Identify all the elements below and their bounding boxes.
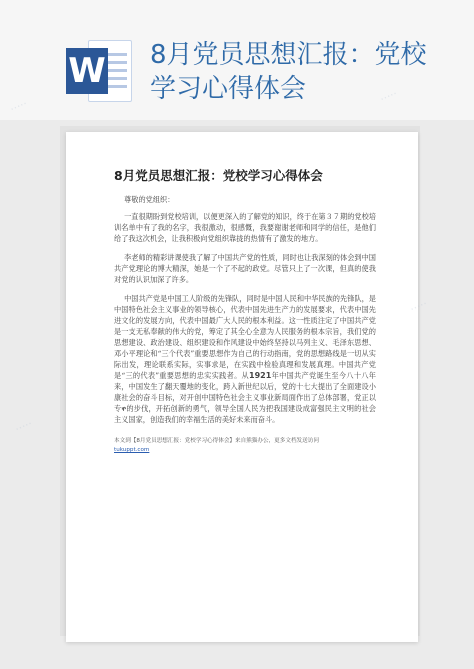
footnote-text: 本文到【8月党员思想汇报：党校学习心得体会】来自熊猫办公，更多文档发送访问 (114, 438, 319, 444)
document-page (66, 132, 418, 642)
word-logo-badge: W (66, 48, 108, 94)
word-document-icon (66, 40, 132, 102)
paragraph-1: 一直很期盼到党校培训，以便更深入的了解党的知识，终于在第３７期的党校培训名单中有了我的名字，我很激动，很感慨，我要谢谢老师和同学的信任，是他们给了我这次机会，让我积极向党组织靠拢的热情有了激发的地方。 (114, 212, 376, 243)
watermark: ····· (408, 297, 430, 316)
paragraph-3 (114, 293, 376, 425)
paragraph-3-part-a: 中国共产党是中国工人阶级的先锋队，同时是中国人民和中华民族的先锋队，是中国特色社会主义事业的领导核心，代表中国先进生产力的发展要求，代表中国先进文化的发展方向，代表中国最广大人民的根本利益。这一性质注定了中国共产党是一支无私奉献的伟大的党，筹定了其全心全意为人民服务的根本宗旨，我们党的思想建设、政治建设、组织建设和作风建设中始终坚持以马列主义、毛泽东思想、邓小平理论和“三个代表”重要思想作为自己的行动指南，党的思想路线是一切从实际出发，理论联系实际，实事求是，在实践中检验真理和发展真理。中国共产党是“三的代表”重要思想的忠实实践者。从 (114, 294, 376, 380)
header-title: 8月党员思想汇报：党校学习心得体会 (150, 40, 427, 104)
footnote-link[interactable]: tukuppt.com (114, 447, 150, 453)
watermark: ····· (378, 87, 400, 106)
document-title: 8月党员思想汇报：党校学习心得体会 (114, 168, 323, 183)
paragraph-2: 李老师的精彩讲课使我了解了中国共产党的性质，同时也让我深刻的体会到中国共产党理论的博大精深，她是一个了不起的政党。尽管只上了一次课，但真的使我对党的认识加深了许多。 (114, 253, 376, 284)
preview-header (0, 0, 474, 120)
paragraph-3-year: 1921 (249, 371, 272, 380)
watermark: ····· (13, 417, 35, 436)
source-footnote (114, 437, 376, 455)
document-body (114, 194, 376, 433)
paragraph-3-part-b: 年中国共产党诞生至今八十八年来，中国发生了翻天覆地的变化，跨入新世纪以后，党的十七大提出了全面建设小康社会的奋斗目标，对开创中国特色社会主义事业新局面作出了总体部署，党正以专ቐ的步伐，开拓创新的勇气，领导全国人民为把我国建设成富强民主文明的社会主义国家，创造我们的幸福生活的美好未来而奋斗。 (114, 371, 376, 424)
greeting: 尊敬的党组织： (124, 195, 175, 204)
watermark: ····· (8, 97, 30, 116)
